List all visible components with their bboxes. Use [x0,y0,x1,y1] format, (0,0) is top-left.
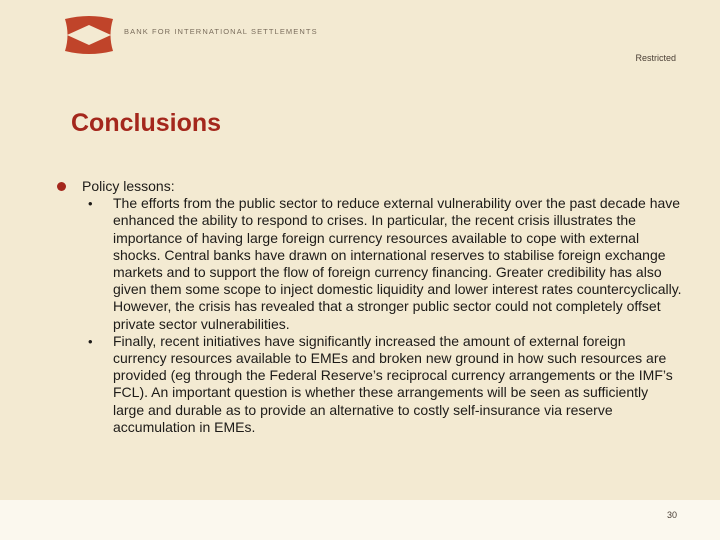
slide-content [57,178,682,436]
sub-bullet-text: The efforts from the public sector to reduce external vulnerability over the past decade have enhanced the ability to respond to crises. In particular, the recent crisis illustrates the importance of having large foreign currency resources available to cope with external shocks. Central banks have drawn on international reserves to stabilise foreign exchange markets and to support the flow of foreign currency financing. Greater credibility has also given them some scope to inject domestic liquidity and lower interest rates countercyclically. However, the crisis has revealed that a stronger public sector could not completely offset private sector vulnerabilities. [113,195,682,332]
bullet-text: Policy lessons: [82,178,175,194]
bank-name: BANK FOR INTERNATIONAL SETTLEMENTS [124,27,318,36]
sub-bullet-list [57,195,682,436]
sub-bullet-text: Finally, recent initiatives have significantly increased the amount of external foreign currency resources available to EMEs and broken new ground in how such resources are provided (eg through the Federal Reserve’s reciprocal currency arrangements or the IMF’s FCL). An important question is whether these arrangements will be seen as sufficiently large and durable as to provide an alternative to costly self-insurance via reserve accumulation in EMEs. [113,332,673,435]
red-dot-icon [57,182,66,191]
bullet-policy-lessons [57,178,682,195]
slide-title: Conclusions [71,109,222,137]
page-number: 30 [666,510,677,520]
sub-bullet-marker: • [88,333,93,349]
bis-logo-icon [61,15,117,55]
footer [0,500,720,540]
sub-bullet-public-sector [57,195,682,333]
classification-label: Restricted [635,53,676,63]
sub-bullet-recent-initiatives [57,333,682,436]
header [0,0,720,74]
sub-bullet-marker: • [88,196,93,212]
